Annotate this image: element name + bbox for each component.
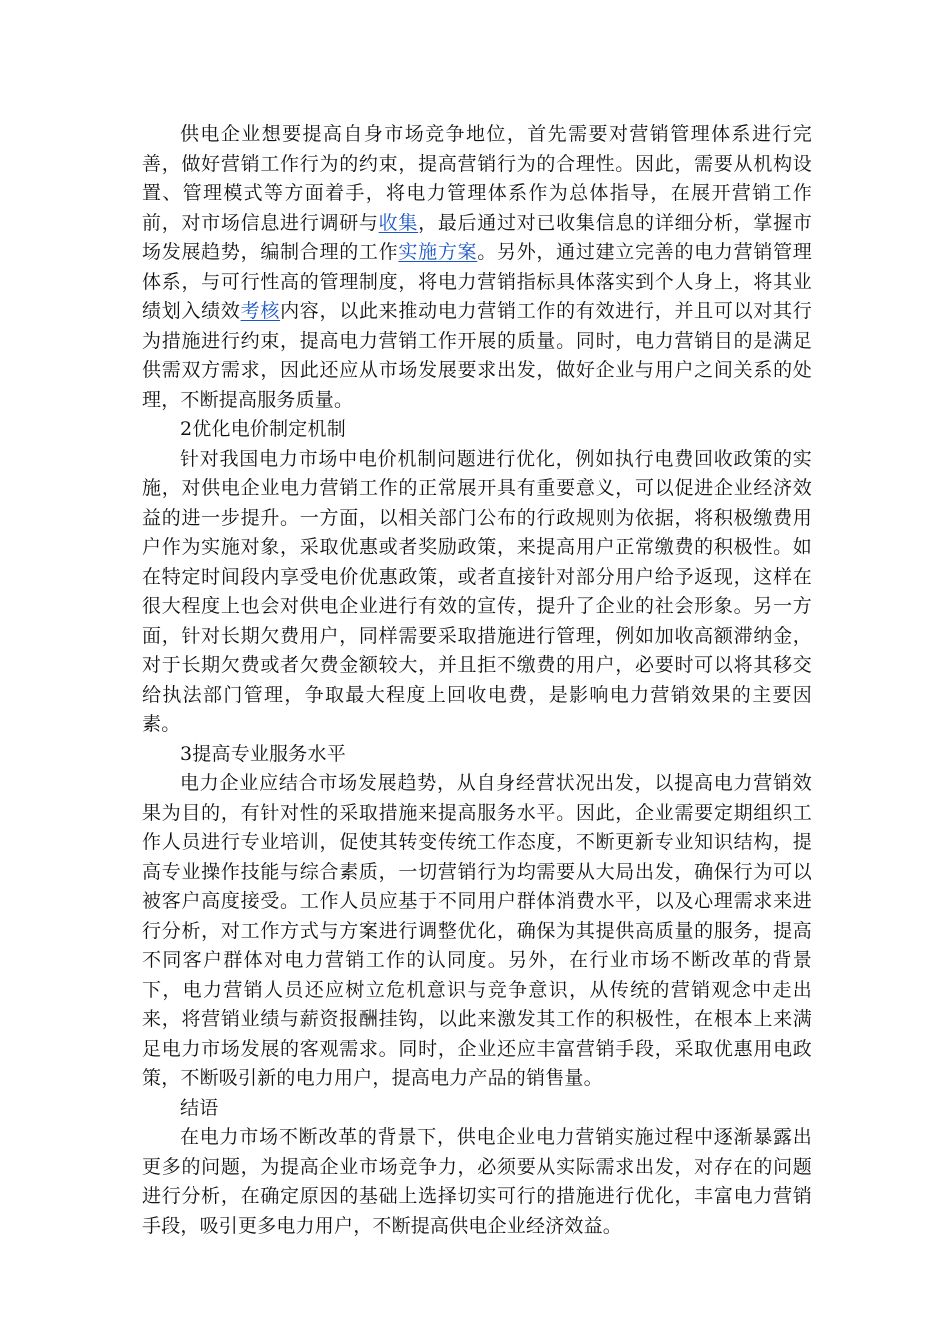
paragraph-text: 供电企业想要提高自身市场竞争地位，首先需要对营销管理体系进行完善，做好营销工作行为的约束，提高营销行为的合理性。因此，需要从机构设置、管理模式等方面着手，将电力管理体系作为总体指导，在展开营销工作前，对市场信息进行调研与: [142, 123, 812, 234]
paragraph-marketing-system: [142, 120, 812, 415]
paragraph-pricing: 针对我国电力市场中电价机制问题进行优化，例如执行电费回收政策的实施，对供电企业电力营销工作的正常展开具有重要意义，可以促进企业经济效益的进一步提升。一方面，以相关部门公布的行政规则为依据，将积极缴费用户作为实施对象，采取优惠或者奖励政策，来提高用户正常缴费的积极性。如在特定时间段内享受电价优惠政策，或者直接针对部分用户给予返现，这样在很大程度上也会对供电企业进行有效的宣传，提升了企业的社会形象。另一方面，针对长期欠费用户，同样需要采取措施进行管理，例如加收高额滞纳金，对于长期欠费或者欠费金额较大，并且拒不缴费的用户，必要时可以将其移交给执法部门管理，争取最大程度上回收电费，是影响电力营销效果的主要因素。: [142, 447, 812, 735]
paragraph-service: 电力企业应结合市场发展趋势，从自身经营状况出发，以提高电力营销效果为目的，有针对性的采取措施来提高服务水平。因此，企业需要定期组织工作人员进行专业培训，促使其转变传统工作态度，不断更新专业知识结构，提高专业操作技能与综合素质，一切营销行为均需要从大局出发，确保行为可以被客户高度接受。工作人员应基于不同用户群体消费水平，以及心理需求来进行分析，对工作方式与方案进行调整优化，确保为其提供高质量的服务，提高不同客户群体对电力营销工作的认同度。另外，在行业市场不断改革的背景下，电力营销人员还应树立危机意识与竞争意识，从传统的营销观念中走出来，将营销业绩与薪资报酬挂钩，以此来激发其工作的积极性，在根本上来满足电力市场发展的客观需求。同时，企业还应丰富营销手段，采取优惠用电政策，不断吸引新的电力用户，提高电力产品的销售量。: [142, 772, 812, 1089]
paragraph-conclusion: 在电力市场不断改革的背景下，供电企业电力营销实施过程中逐渐暴露出更多的问题，为提高企业市场竞争力，必须要从实际需求出发，对存在的问题进行分析，在确定原因的基础上选择切实可行的措施进行优化，丰富电力营销手段，吸引更多电力用户，不断提高供电企业经济效益。: [142, 1126, 812, 1237]
paragraph-text: 内容，以此来推动电力营销工作的有效进行，并且可以对其行为措施进行约束，提高电力营销工作开展的质量。同时，电力营销目的是满足供需双方需求，因此还应从市场发展要求出发，做好企业与用户之间关系的处理，不断提高服务质量。: [142, 300, 812, 411]
link-collect[interactable]: 收集: [378, 211, 419, 234]
document-body: [142, 120, 812, 1241]
link-assessment[interactable]: 考核: [240, 300, 281, 322]
section-heading-pricing: 2优化电价制定机制: [180, 418, 346, 440]
section-heading-service: 3提高专业服务水平: [180, 742, 346, 765]
paragraph-text: ，最后通过对已收集信息的详细分析，掌握市场发展趋势，编制合理的工作: [142, 211, 812, 263]
section-heading-conclusion: 结语: [180, 1096, 219, 1119]
paragraph-text: 。另外，通过建立完善的电力营销管理体系，与可行性高的管理制度，将电力营销指标具体落实到个人身上，将其业绩划入绩效: [142, 241, 812, 322]
link-implementation-plan[interactable]: 实施方案: [398, 241, 478, 263]
